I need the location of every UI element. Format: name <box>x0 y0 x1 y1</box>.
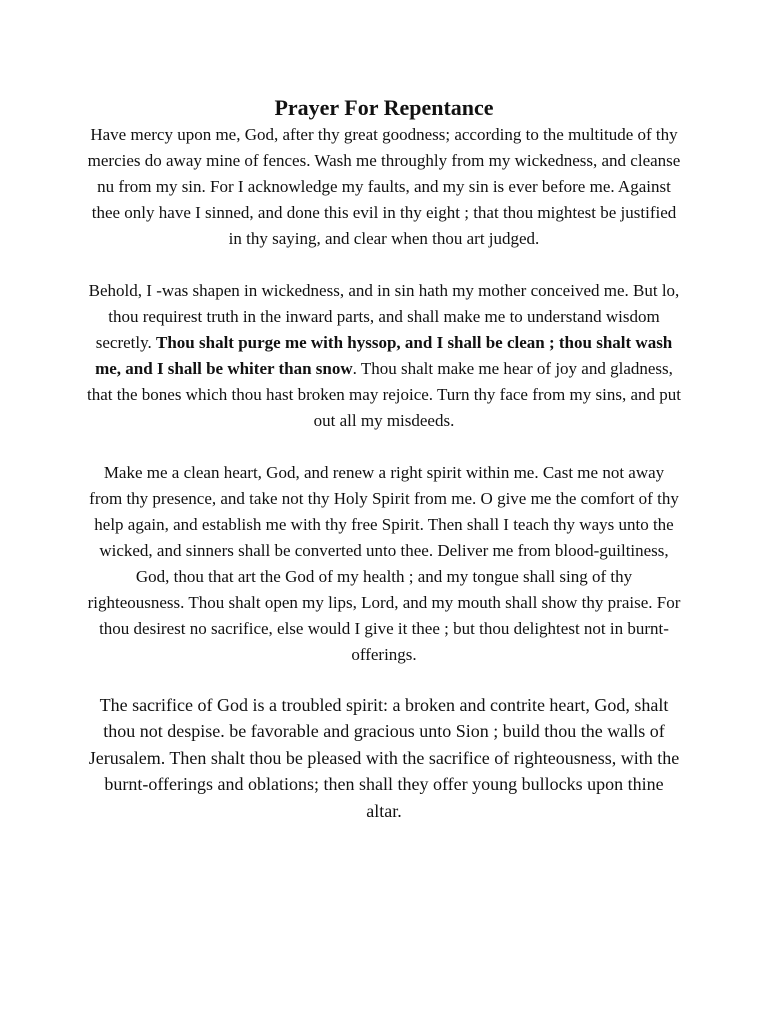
paragraph-1: Have mercy upon me, God, after thy great goodness; according to the multitude of thy mercies do away mine of fences. Wash me throughly from my wickedness, and cleanse nu from my sin. For I acknowledge my faults, and my sin is ever before me. Against thee only have I sinned, and done this evil in thy eight ; that thou mightest be justified in thy saying, and clear when thou art judged. <box>87 125 681 248</box>
paragraph-4: The sacrifice of God is a troubled spirit: a broken and contrite heart, God, shalt thou not despise. be favorable and gracious unto Sion ; build thou the walls of Jerusalem. Then shalt thou be pleased with the sacrifice of righteousness, with the burnt-offerings and oblations; then shall they offer young bullocks upon thine altar. <box>88 695 680 821</box>
document-body <box>86 94 682 824</box>
paragraph-3: Make me a clean heart, God, and renew a right spirit within me. Cast me not away from thy presence, and take not thy Holy Spirit from me. O give me the comfort of thy help again, and establish me with thy free Spirit. Then shall I teach thy ways unto the wicked, and sinners shall be converted unto thee. Deliver me from blood-guiltiness, God, thou that art the God of my health ; and my tongue shall sing of thy righteousness. Thou shalt open my lips, Lord, and my mouth shall show thy praise. For thou desirest no sacrifice, else would I give it thee ; but thou delightest not in burnt-offerings. <box>87 463 681 664</box>
paragraph-2-bold-verse: Thou shalt purge me with hyssop, and I shall be clean ; thou shalt wash me, and I shall be whiter than snow <box>95 333 673 378</box>
document-title: Prayer For Repentance <box>274 95 494 120</box>
paragraph-2-intro: Behold, I -was shapen in wickedness, and in sin hath my mother conceived me. But lo, thou requirest truth in the inward parts, and shall make me to understand wisdom secretly. <box>88 281 680 352</box>
paragraph-2 <box>86 278 682 434</box>
paragraph-2-outro: . Thou shalt make me hear of joy and gladness, that the bones which thou hast broken may rejoice. Turn thy face from my sins, and put out all my misdeeds. <box>87 359 681 430</box>
